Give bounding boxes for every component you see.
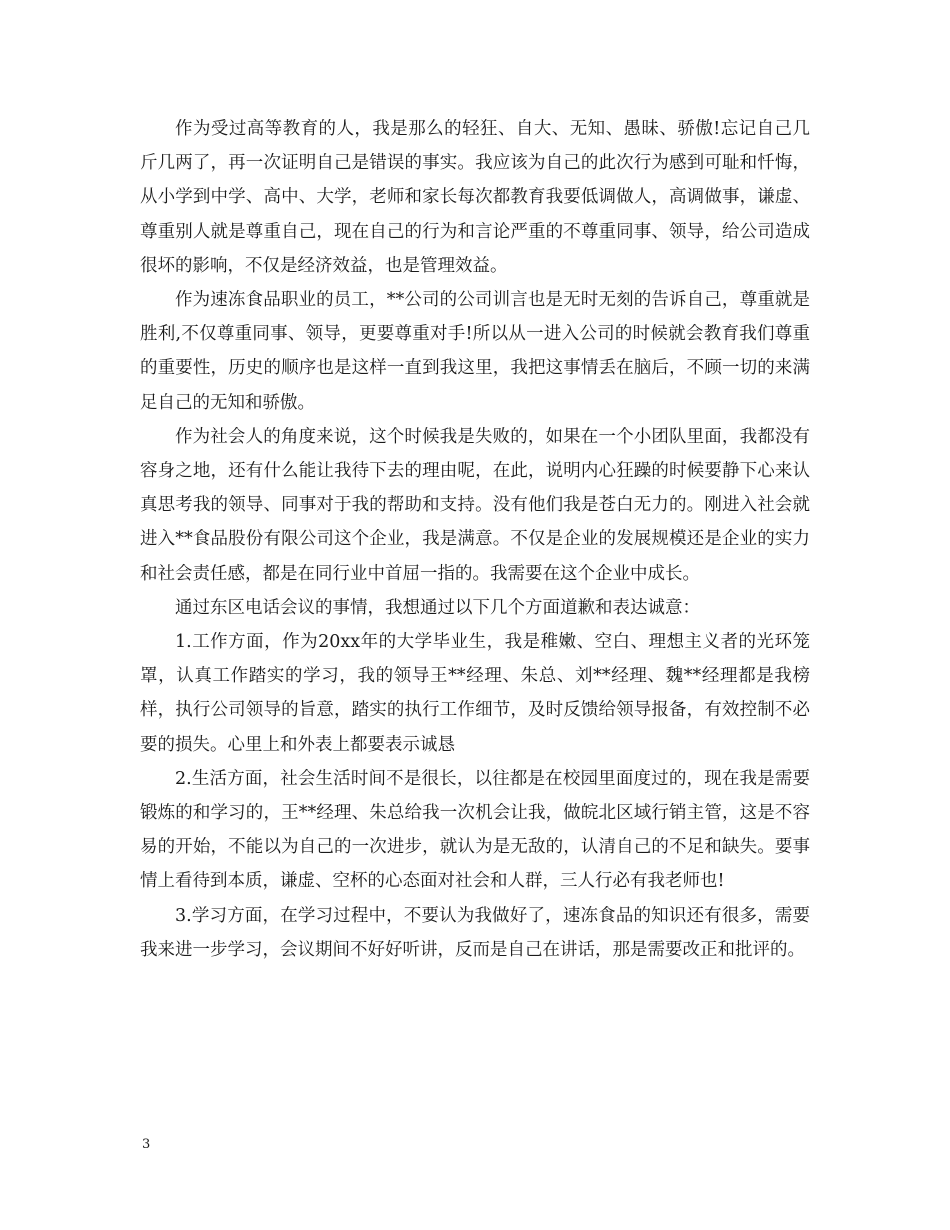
paragraph-2: 作为速冻食品职业的员工，**公司的公司训言也是无时无刻的告诉自己，尊重就是胜利,不仅尊重同事、领导，更要尊重对手!所以从一进入公司的时候就会教育我们尊重的重要性，历史的顺序也是这样一直到我这里，我把这事情丢在脑后，不顾一切的来满足自己的无知和骄傲。 bbox=[140, 290, 810, 413]
paragraph-6: 2.生活方面，社会生活时间不是很长，以往都是在校园里面度过的，现在我是需要锻炼的和学习的，王**经理、朱总给我一次机会让我，做皖北区域行销主管，这是不容易的开始，不能以为自己的一次进步，就认为是无敌的，认清自己的不足和缺失。要事情上看待到本质，谦虚、空杯的心态面对社会和人群，三人行必有我老师也! bbox=[140, 768, 810, 892]
paragraph-3: 作为社会人的角度来说，这个时候我是失败的，如果在一个小团队里面，我都没有容身之地，还有什么能让我待下去的理由呢，在此，说明内心狂躁的时候要静下心来认真思考我的领导、同事对于我的帮助和支持。没有他们我是苍白无力的。刚进入社会就进入**食品股份有限公司这个企业，我是满意。不仅是企业的发展规模还是企业的实力和社会责任感，都是在同行业中首屈一指的。我需要在这个企业中成长。 bbox=[140, 426, 810, 584]
paragraph-7: 3.学习方面，在学习过程中，不要认为我做好了，速冻食品的知识还有很多，需要我来进一步学习，会议期间不好好听讲，反而是自己在讲话，那是需要改正和批评的。 bbox=[140, 905, 810, 960]
paragraph-5: 1.工作方面，作为20xx年的大学毕业生，我是稚嫩、空白、理想主义者的光环笼罩，认真工作踏实的学习，我的领导王**经理、朱总、刘**经理、魏**经理都是我榜样，执行公司领导的旨意，踏实的执行工作细节，及时反馈给领导报备，有效控制不必要的损失。心里上和外表上都要表示诚恳 bbox=[140, 632, 810, 755]
document-body bbox=[140, 112, 810, 967]
paragraph-1: 作为受过高等教育的人，我是那么的轻狂、自大、无知、愚昧、骄傲!忘记自己几斤几两了，再一次证明自己是错误的事实。我应该为自己的此次行为感到可耻和忏悔，从小学到中学、高中、大学，老师和家长每次都教育我要低调做人，高调做事，谦虚、尊重别人就是尊重自己，现在自己的行为和言论严重的不尊重同事、领导，给公司造成很坏的影响，不仅是经济效益，也是管理效益。 bbox=[140, 119, 810, 276]
paragraph-4: 通过东区电话会议的事情，我想通过以下几个方面道歉和表达诚意： bbox=[175, 597, 700, 618]
page-number: 3 bbox=[142, 1137, 151, 1152]
